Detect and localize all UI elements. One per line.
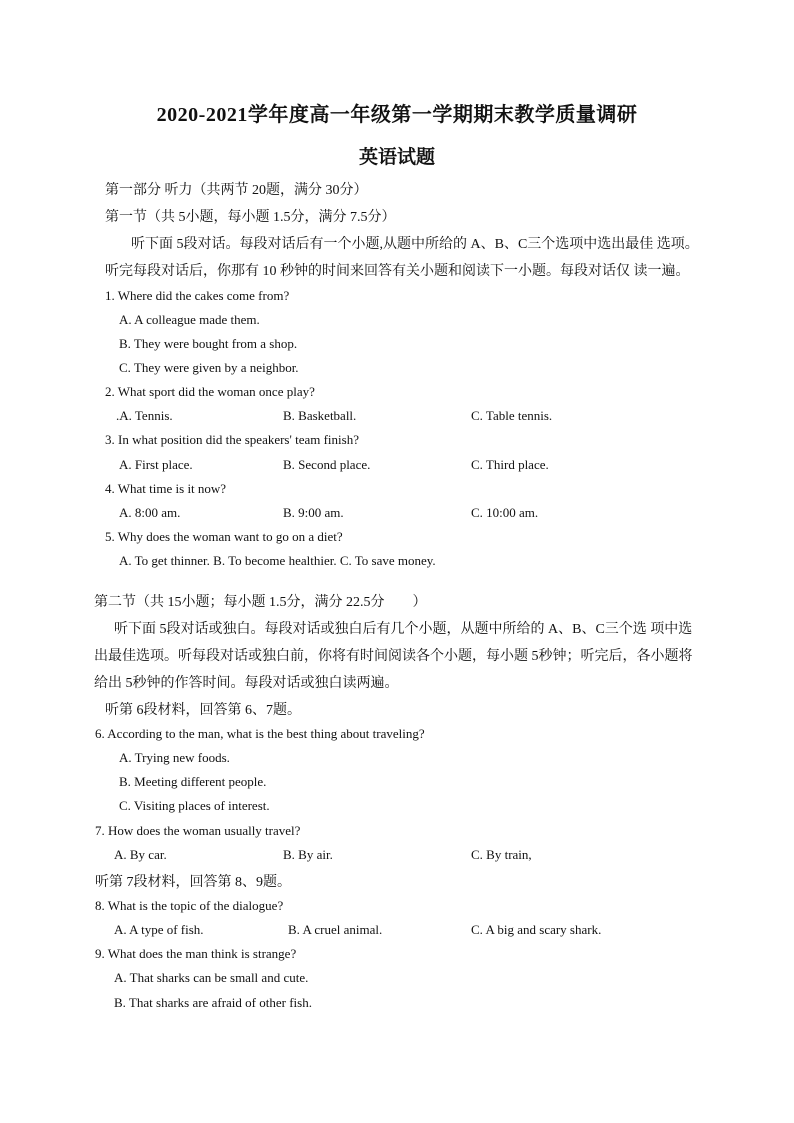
section1-instructions-line1: 听下面 5段对话。每段对话后有一个小题,从题中所给的 A、B、C三个选项中选出最佳 选项。 [131, 237, 699, 252]
question-3-option-a: A. First place. [119, 457, 193, 472]
question-4-stem: 4. What time is it now? [105, 481, 227, 496]
section2-instructions-line1: 听下面 5段对话或独白。每段对话或独白后有几个小题，从题中所给的 A、B、C三个选 项中选 [114, 622, 693, 637]
question-3-stem: 3. In what position did the speakers' team finish? [105, 432, 359, 447]
question-8-option-a: A. A type of fish. [114, 922, 204, 937]
question-1-option-c: C. They were given by a neighbor. [119, 360, 299, 375]
question-2-option-b: B. Basketball. [283, 408, 357, 423]
question-5-options: A. To get thinner. B. To become healthier. C. To save money. [119, 553, 436, 568]
question-5-stem: 5. Why does the woman want to go on a diet? [105, 529, 343, 544]
question-1-option-a: A. A colleague made them. [119, 312, 260, 327]
question-2-stem: 2. What sport did the woman once play? [105, 384, 315, 399]
section2-instructions-line3: 给出 5秒钟的作答时间。每段对话或独白读两遍。 [94, 676, 399, 691]
question-1-option-b: B. They were bought from a shop. [119, 336, 298, 351]
section1-instructions-line2: 听完每段对话后，你那有 10 秒钟的时间来回答有关小题和阅读下一小题。每段对话仅 读一遍。 [105, 264, 690, 279]
question-3-option-c: C. Third place. [471, 457, 549, 472]
question-2-option-a: .A. Tennis. [116, 408, 173, 423]
question-9-option-a: A. That sharks can be small and cute. [114, 970, 309, 985]
section2-instructions-line2: 出最佳选项。听每段对话或独白前，你将有时间阅读各个小题，每小题 5秒钟；听完后，各小题将 [94, 649, 693, 664]
question-8-stem: 8. What is the topic of the dialogue? [95, 898, 284, 913]
question-8-option-b: B. A cruel animal. [288, 922, 383, 937]
question-3-option-b: B. Second place. [283, 457, 371, 472]
exam-title: 2020-2021学年度高一年级第一学期期末教学质量调研 [156, 104, 638, 126]
section2-heading: 第二节（共 15小题；每小题 1.5分，满分 22.5分 ） [94, 595, 427, 610]
question-6-stem: 6. According to the man, what is the best thing about traveling? [95, 726, 425, 741]
question-7-option-b: B. By air. [283, 847, 333, 862]
material-6-instruction: 听第 6段材料，回答第 6、7题。 [105, 703, 301, 718]
question-6-option-b: B. Meeting different people. [119, 774, 267, 789]
question-4-option-b: B. 9:00 am. [283, 505, 344, 520]
question-7-stem: 7. How does the woman usually travel? [95, 823, 301, 838]
section1-heading: 第一节（共 5小题，每小题 1.5分，满分 7.5分） [105, 210, 396, 225]
question-4-option-a: A. 8:00 am. [119, 505, 181, 520]
question-9-option-b: B. That sharks are afraid of other fish. [114, 995, 312, 1010]
question-2-option-c: C. Table tennis. [471, 408, 553, 423]
question-7-option-c: C. By train, [471, 847, 532, 862]
question-7-option-a: A. By car. [114, 847, 167, 862]
question-8-option-c: C. A big and scary shark. [471, 922, 602, 937]
question-6-option-c: C. Visiting places of interest. [119, 798, 270, 813]
exam-subtitle: 英语试题 [358, 147, 435, 168]
material-7-instruction: 听第 7段材料，回答第 8、9题。 [95, 875, 291, 890]
question-1-stem: 1. Where did the cakes come from? [105, 288, 290, 303]
part1-heading: 第一部分 听力（共两节 20题，满分 30分） [105, 183, 368, 198]
question-6-option-a: A. Trying new foods. [119, 750, 230, 765]
question-9-stem: 9. What does the man think is strange? [95, 946, 297, 961]
question-4-option-c: C. 10:00 am. [471, 505, 539, 520]
